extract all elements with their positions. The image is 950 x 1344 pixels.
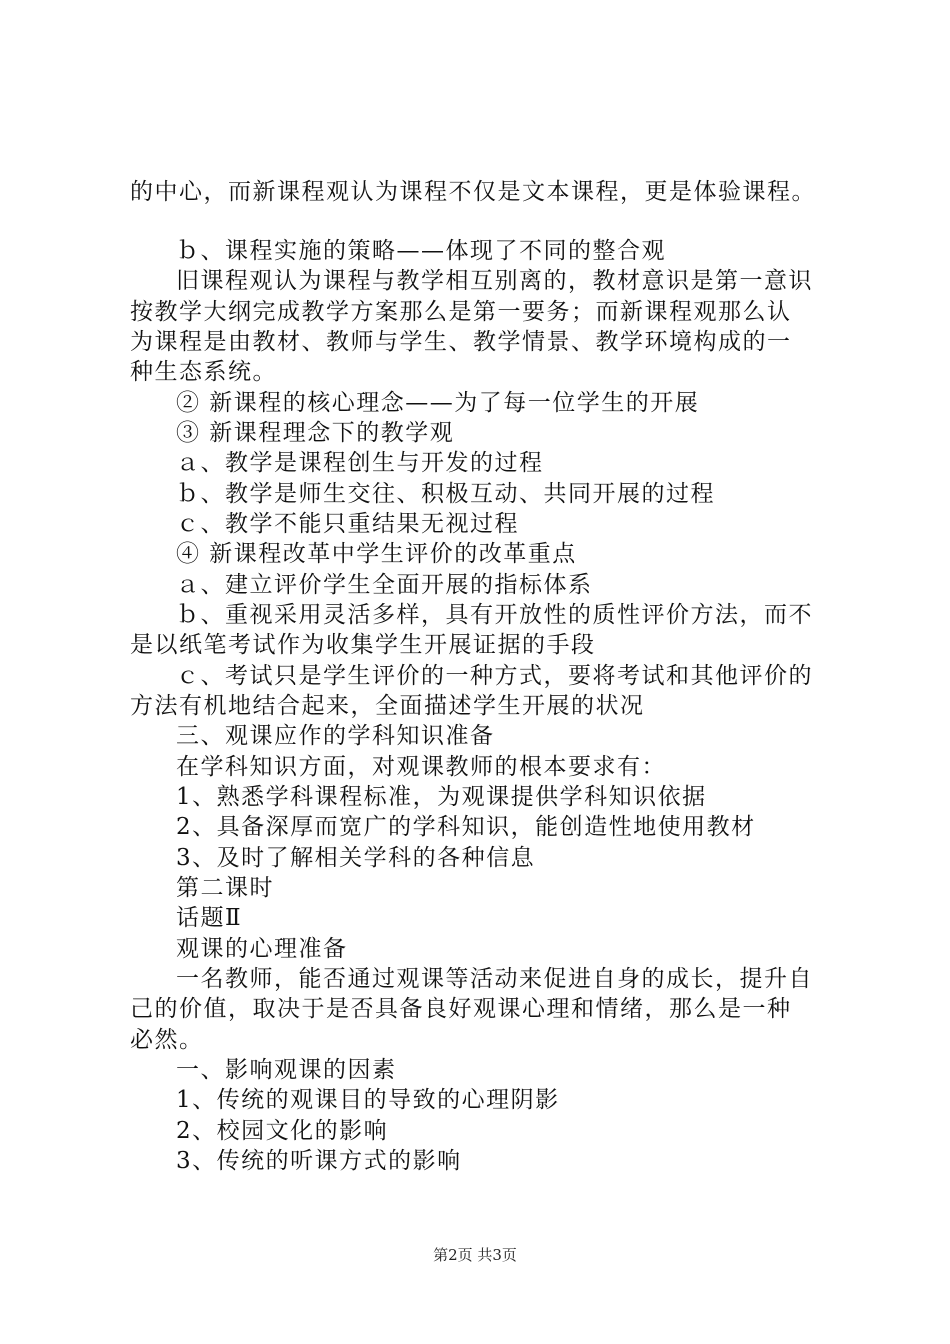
text-line: ｂ、课程实施的策略——体现了不同的整合观	[176, 238, 666, 264]
text-line: ａ、教学是课程创生与开发的过程	[176, 450, 544, 476]
text-line: 一名教师，能否通过观课等活动来促进自身的成长，提升自	[176, 966, 813, 992]
text-line: 2、具备深厚而宽广的学科知识，能创造性地使用教材	[176, 814, 756, 840]
page-number-footer: 第2页 共3页	[433, 1246, 517, 1264]
text-line: 3、传统的听课方式的影响	[176, 1148, 462, 1174]
text-line: 的中心，而新课程观认为课程不仅是文本课程，更是体验课程。	[130, 179, 816, 205]
text-line: ａ、建立评价学生全面开展的指标体系	[176, 572, 593, 598]
text-line: ｃ、教学不能只重结果无视过程	[176, 511, 519, 537]
text-line: ④ 新课程改革中学生评价的改革重点	[176, 541, 577, 567]
text-line: 1、传统的观课目的导致的心理阴影	[176, 1087, 560, 1113]
text-line: ｃ、考试只是学生评价的一种方式，要将考试和其他评价的	[176, 663, 813, 689]
text-line: ② 新课程的核心理念——为了每一位学生的开展	[176, 390, 700, 416]
text-line: 是以纸笔考试作为收集学生开展证据的手段	[130, 632, 596, 658]
text-line: 旧课程观认为课程与教学相互别离的，教材意识是第一意识	[176, 268, 813, 294]
text-line: 为课程是由教材、教师与学生、教学情景、教学环境构成的一	[130, 329, 792, 355]
text-line: ③ 新课程理念下的教学观	[176, 420, 455, 446]
text-line: 2、校园文化的影响	[176, 1118, 389, 1144]
text-line: 三、观课应作的学科知识准备	[176, 723, 495, 749]
text-line: 在学科知识方面，对观课教师的根本要求有：	[176, 754, 666, 780]
text-line: 种生态系统。	[130, 359, 277, 385]
text-line: 1、熟悉学科课程标准，为观课提供学科知识依据	[176, 784, 707, 810]
text-line: ｂ、重视采用灵活多样，具有开放性的质性评价方法，而不	[176, 602, 813, 628]
text-line: 话题Ⅱ	[176, 905, 243, 931]
text-line: 一、影响观课的因素	[176, 1057, 397, 1083]
text-line: 观课的心理准备	[176, 936, 348, 962]
text-line: 第二课时	[176, 875, 274, 901]
text-line: 方法有机地结合起来，全面描述学生开展的状况	[130, 693, 645, 719]
text-line: 必然。	[130, 1027, 204, 1053]
text-line: 按教学大纲完成教学方案那么是第一要务；而新课程观那么认	[130, 299, 792, 325]
text-line: 3、及时了解相关学科的各种信息	[176, 845, 536, 871]
text-line: 己的价值，取决于是否具备良好观课心理和情绪，那么是一种	[130, 996, 792, 1022]
text-line: ｂ、教学是师生交往、积极互动、共同开展的过程	[176, 481, 715, 507]
